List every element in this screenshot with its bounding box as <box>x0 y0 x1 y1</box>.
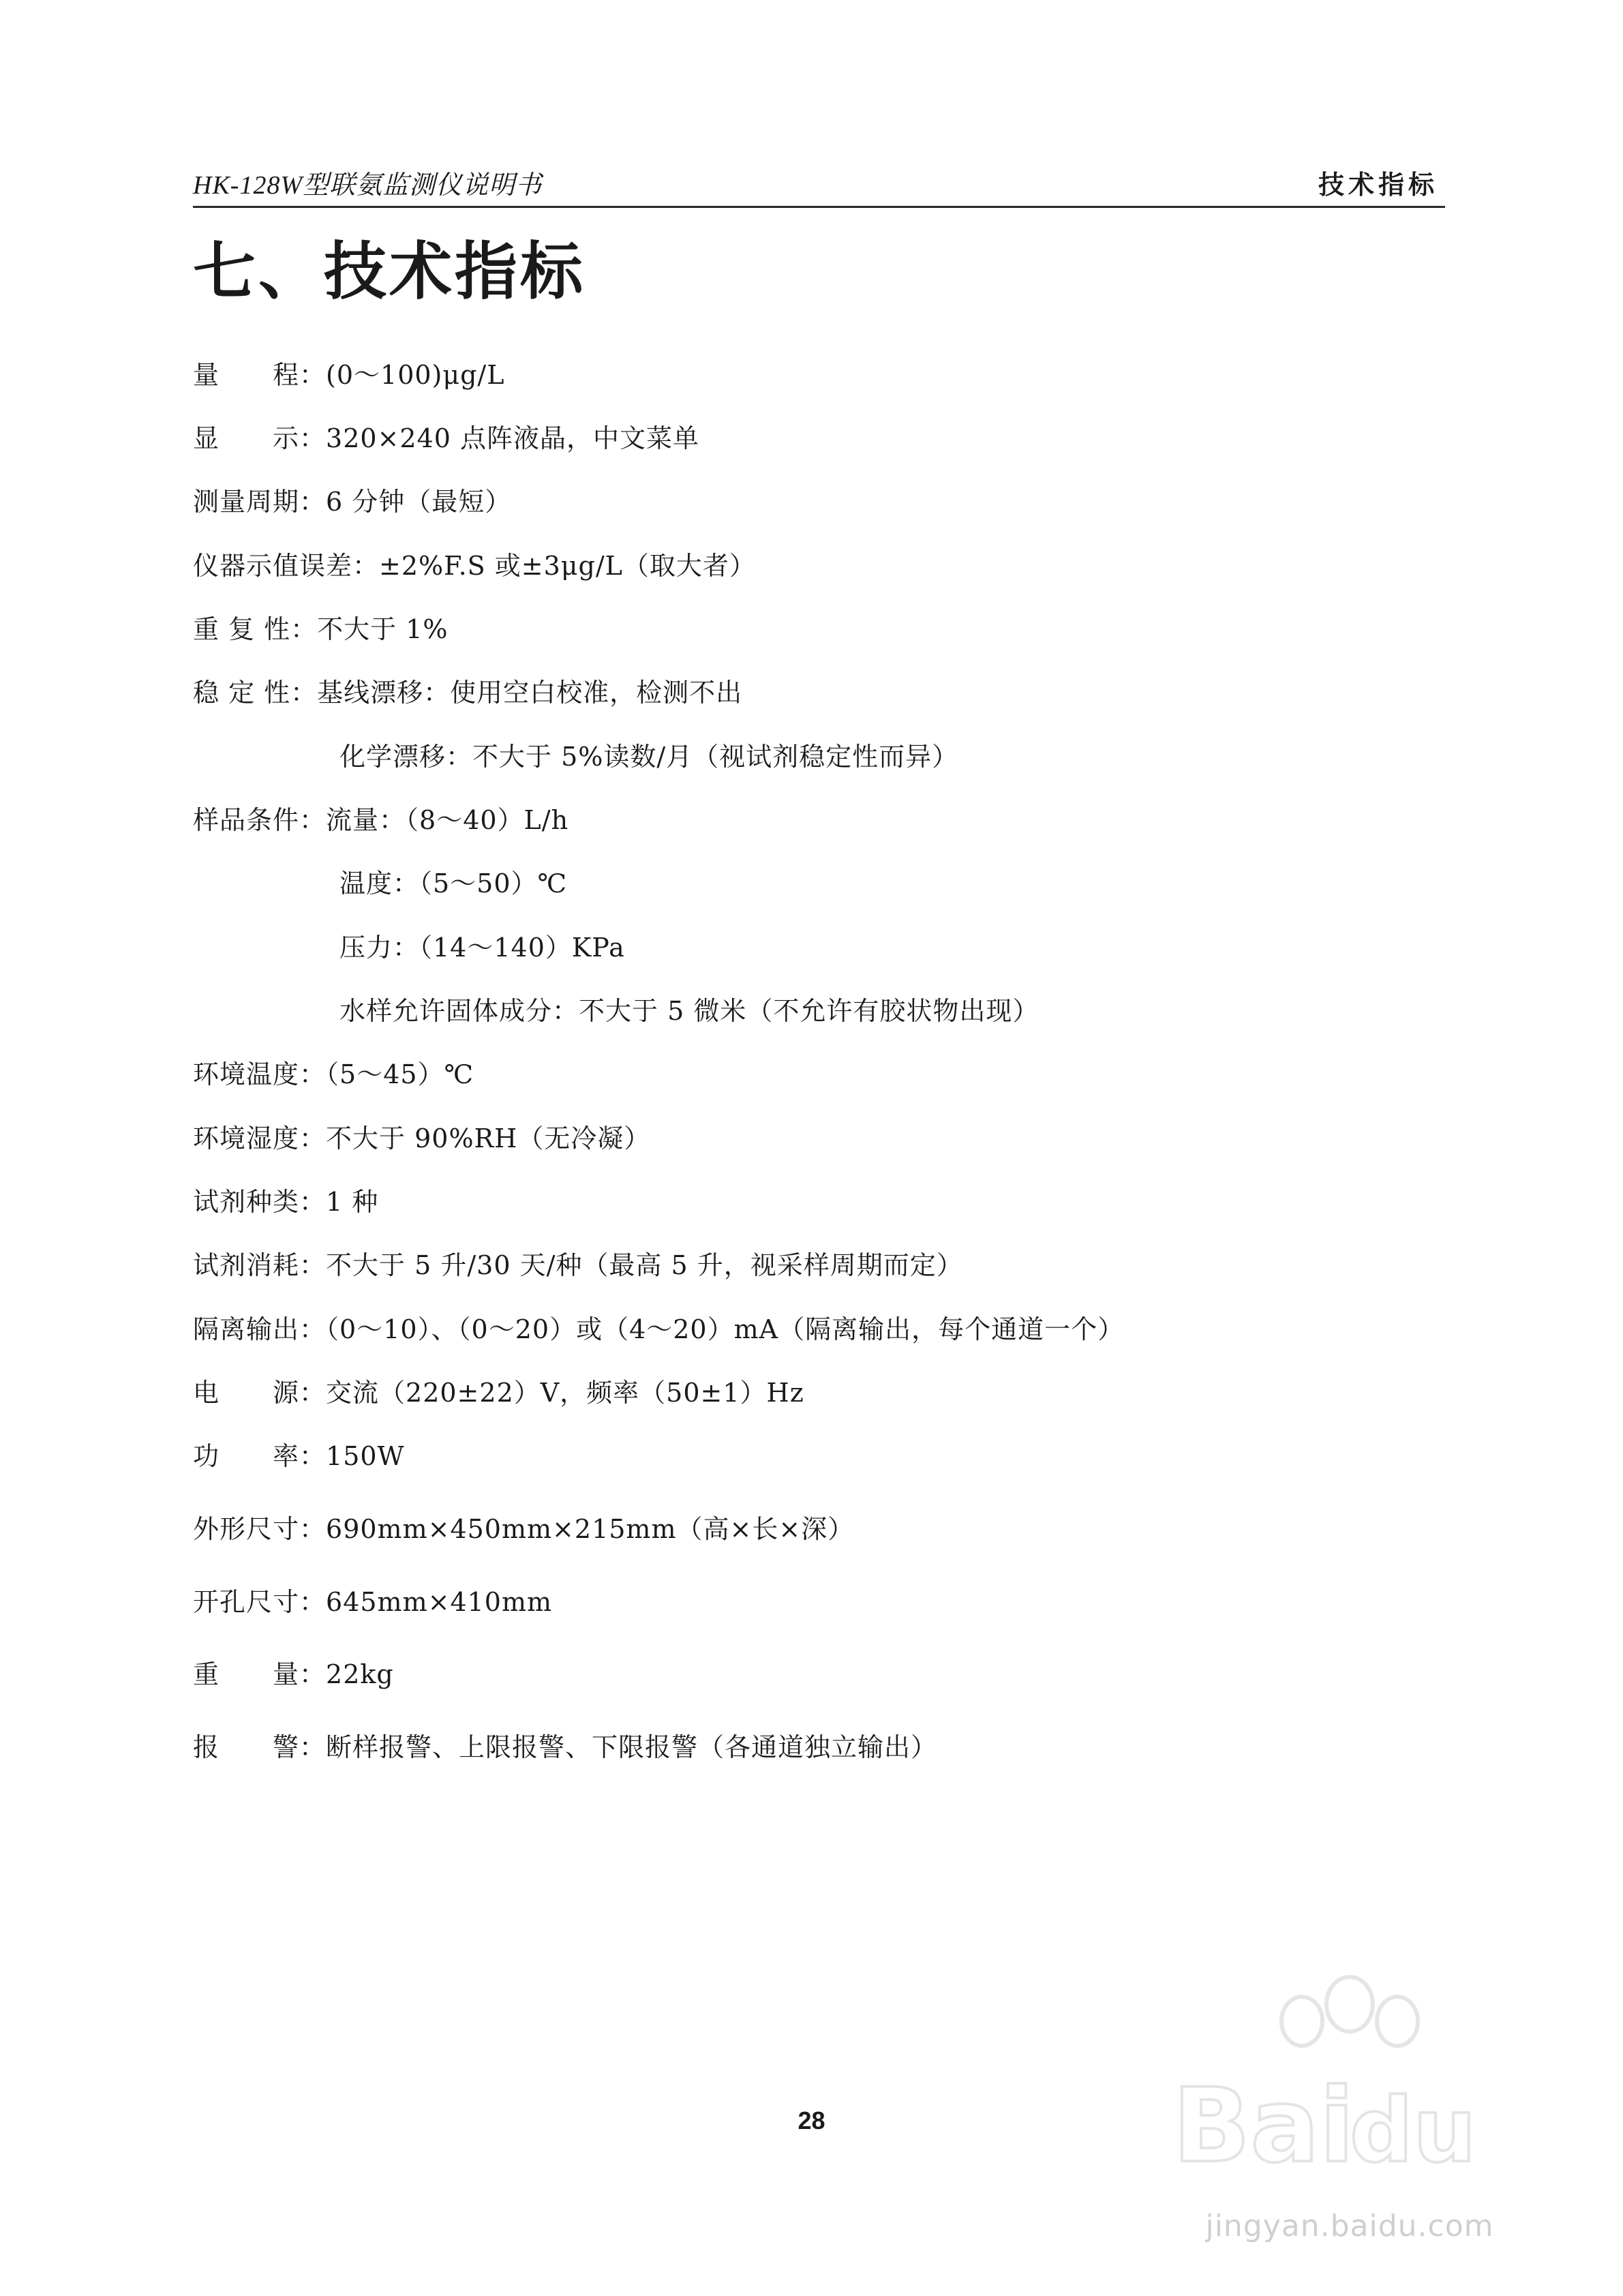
spec-item <box>193 1309 1124 1350</box>
spec-item <box>339 991 1039 1031</box>
spec-item <box>193 1372 804 1413</box>
spec-item <box>193 1436 405 1477</box>
spec-item <box>193 1118 650 1159</box>
spec-item <box>193 481 511 522</box>
spec-item <box>193 1054 474 1095</box>
spec-label: 重 复 性： <box>193 614 318 644</box>
spec-label: 仪器示值误差： <box>193 551 380 581</box>
spec-label: 试剂消耗： <box>193 1250 327 1280</box>
spec-value: （0～10）、（0～20）或（4～20）mA（隔离输出，每个通道一个） <box>326 1314 1125 1344</box>
spec-value: 压力：（14～140）KPa <box>339 933 625 963</box>
baidu-jingyan-watermark-logo <box>1159 1957 1541 2243</box>
spec-item <box>193 1245 963 1286</box>
spec-item <box>193 1181 378 1222</box>
spec-value: 不大于 1% <box>317 614 449 644</box>
manual-title: HK-128W型联氨监测仪说明书 <box>193 171 543 200</box>
chapter-title: 七、技术指标 <box>193 235 586 308</box>
section-name: 技术指标 <box>1318 170 1438 200</box>
spec-value: 690mm×450mm×215mm（高×长×深） <box>326 1514 855 1544</box>
spec-item <box>339 736 958 777</box>
spec-value: 1 种 <box>326 1187 379 1217</box>
spec-value: 温度：（5～50）℃ <box>339 868 568 898</box>
watermark-url: jingyan.baidu.com <box>1205 2209 1494 2244</box>
spec-label: 重 量： <box>193 1659 327 1689</box>
spec-value: 150W <box>326 1441 405 1471</box>
spec-item <box>193 1654 394 1695</box>
spec-value: 不大于 5 升/30 天/种（最高 5 升，视采样周期而定） <box>326 1250 963 1280</box>
spec-label: 量 程： <box>193 360 327 390</box>
spec-value: 流量：（8～40）L/h <box>326 805 569 835</box>
spec-label: 显 示： <box>193 423 327 453</box>
spec-item <box>193 609 449 650</box>
spec-item <box>193 1582 552 1622</box>
spec-label: 功 率： <box>193 1441 327 1471</box>
spec-label: 测量周期： <box>193 487 327 517</box>
spec-item <box>339 927 625 968</box>
spec-value: 320×240 点阵液晶，中文菜单 <box>326 423 699 453</box>
spec-item <box>193 800 568 841</box>
spec-label: 电 源： <box>193 1378 327 1408</box>
spec-value: 6 分钟（最短） <box>326 487 512 517</box>
spec-value: 化学漂移：不大于 5%读数/月（视试剂稳定性而异） <box>339 742 959 772</box>
spec-value: 断样报警、上限报警、下限报警（各通道独立输出） <box>326 1732 938 1762</box>
svg-text:du: du <box>1350 2079 1476 2182</box>
spec-value: 不大于 90%RH（无冷凝） <box>326 1123 651 1153</box>
spec-value: 22kg <box>326 1659 394 1689</box>
spec-item <box>193 545 756 586</box>
spec-label: 样品条件： <box>193 805 327 835</box>
spec-label: 报 警： <box>193 1732 327 1762</box>
spec-item <box>193 354 504 395</box>
spec-label: 稳 定 性： <box>193 678 318 708</box>
spec-value: 基线漂移：使用空白校准，检测不出 <box>317 678 743 708</box>
spec-label: 外形尺寸： <box>193 1514 327 1544</box>
spec-label: 开孔尺寸： <box>193 1587 327 1617</box>
svg-text:Bai: Bai <box>1172 2067 1354 2186</box>
page-number: 28 <box>798 2106 825 2134</box>
spec-item <box>193 418 699 459</box>
spec-value: 645mm×410mm <box>326 1587 553 1617</box>
spec-item <box>193 1727 937 1768</box>
spec-item <box>339 863 567 904</box>
spec-value: （5～45）℃ <box>326 1059 474 1089</box>
spec-label: 环境湿度： <box>193 1123 327 1153</box>
spec-value: (0～100)μg/L <box>326 360 505 390</box>
spec-label: 环境温度： <box>193 1059 327 1089</box>
spec-label: 试剂种类： <box>193 1187 327 1217</box>
running-header <box>193 158 1445 208</box>
spec-value: ±2%F.S 或±3μg/L（取大者） <box>379 551 756 581</box>
spec-value: 交流（220±22）V，频率（50±1）Hz <box>326 1378 804 1408</box>
spec-value: 水样允许固体成分：不大于 5 微米（不允许有胶状物出现） <box>339 996 1040 1026</box>
spec-item <box>193 672 742 713</box>
spec-label: 隔离输出： <box>193 1314 327 1344</box>
spec-item <box>193 1509 854 1550</box>
